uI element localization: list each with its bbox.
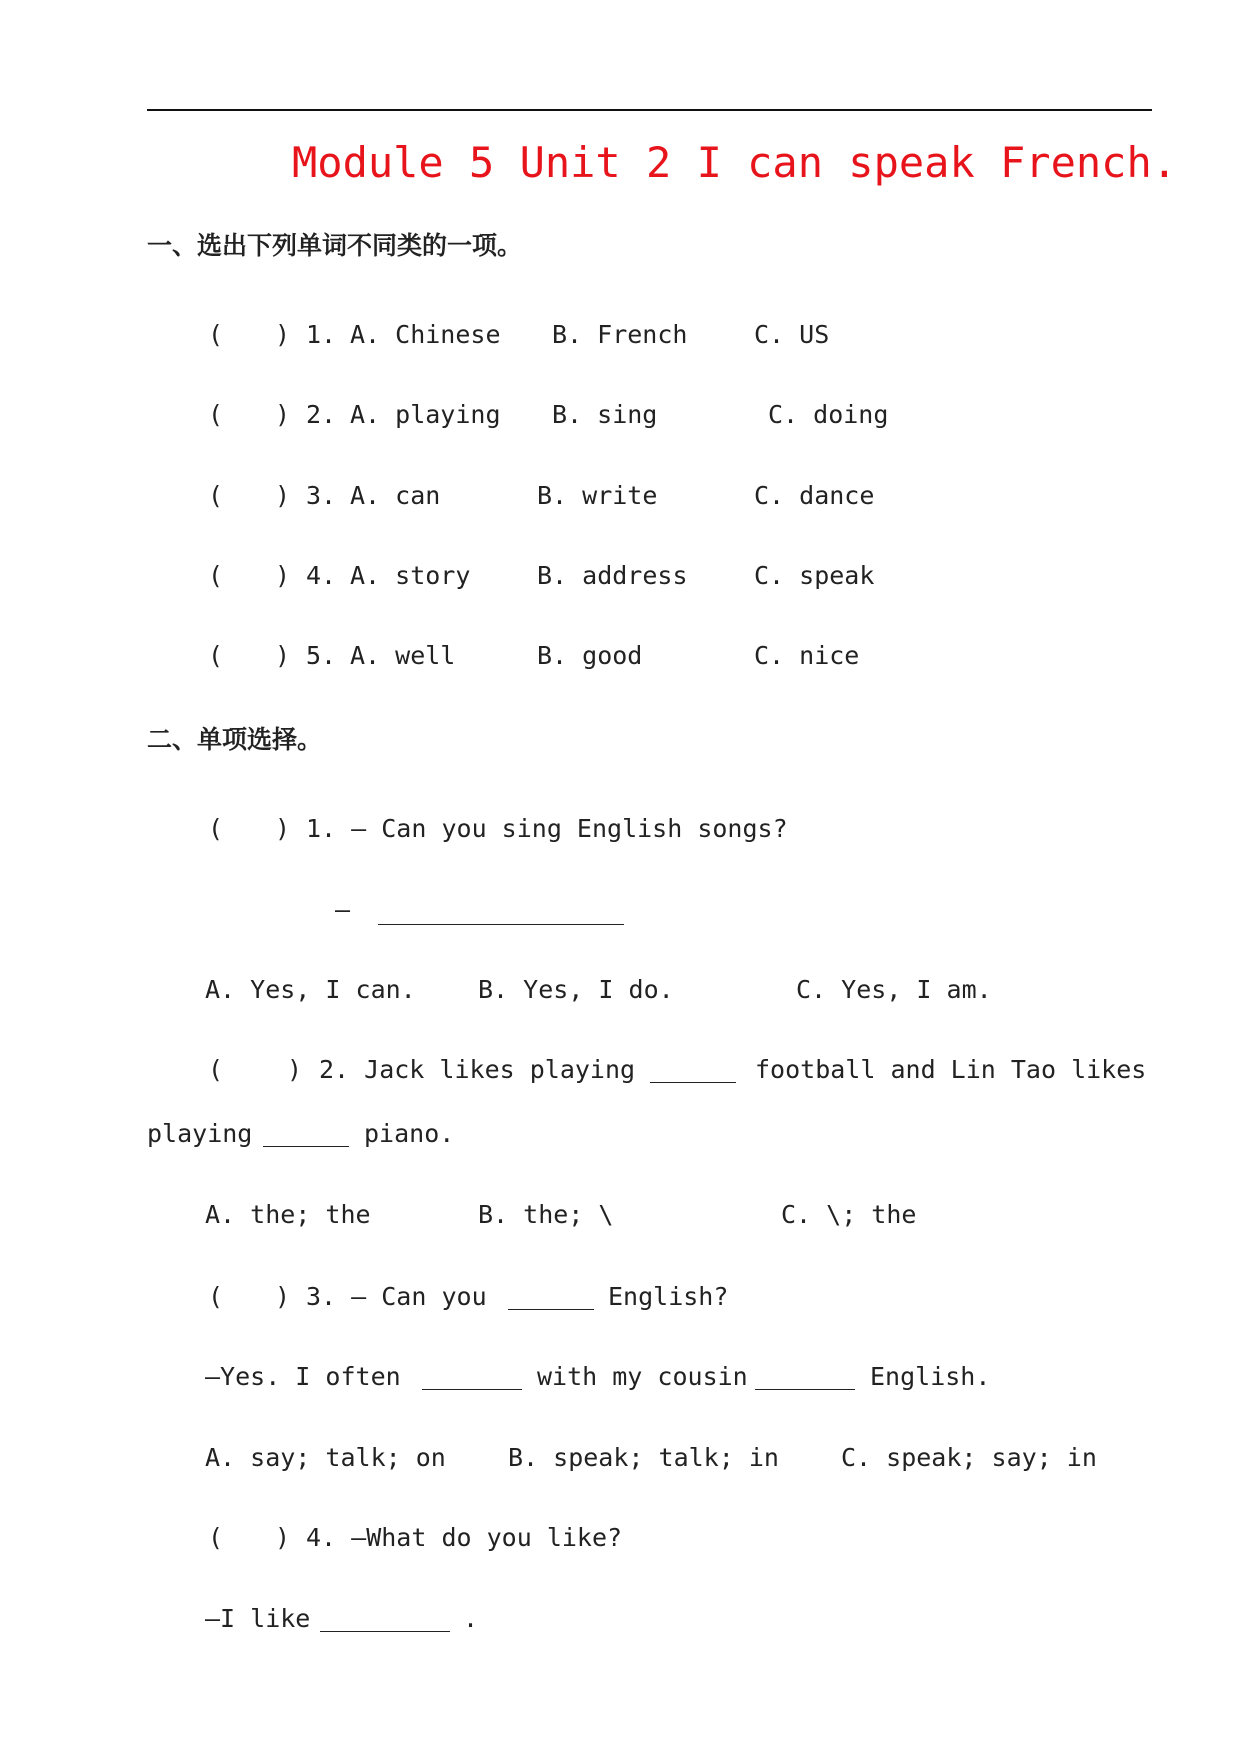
option-a: A. Chinese <box>350 320 501 349</box>
answer-paren-close: ) <box>275 481 291 510</box>
option-b: B. the; \ <box>478 1200 614 1229</box>
answer-blank[interactable] <box>508 1285 594 1310</box>
page-title: Module 5 Unit 2 I can speak French. <box>292 138 1178 187</box>
answer-blank[interactable] <box>320 1607 450 1632</box>
item-number: 2. <box>306 400 337 429</box>
answer-paren-open[interactable]: ( <box>208 561 224 590</box>
answer-paren-open[interactable]: ( <box>208 1282 224 1311</box>
answer-paren-close: ) <box>275 561 291 590</box>
option-b: B. good <box>537 641 643 670</box>
option-c: C. dance <box>754 481 875 510</box>
section2-heading: 二、单项选择。 <box>147 725 323 754</box>
option-c: C. speak <box>754 561 875 590</box>
option-a: A. can <box>350 481 441 510</box>
section1-heading: 一、选出下列单词不同类的一项。 <box>147 231 523 260</box>
answer-paren-open[interactable]: ( <box>208 641 224 670</box>
question-text-d: piano. <box>364 1119 455 1148</box>
option-a: A. say; talk; on <box>205 1443 446 1472</box>
option-a: A. story <box>350 561 471 590</box>
option-c: C. US <box>754 320 830 349</box>
question-text: 1. — Can you sing English songs? <box>306 814 788 843</box>
question-text-b: English? <box>608 1282 729 1311</box>
question-text-c: playing <box>147 1119 253 1148</box>
option-c: C. nice <box>754 641 860 670</box>
option-c: C. Yes, I am. <box>796 975 992 1004</box>
option-b: B. speak; talk; in <box>508 1443 779 1472</box>
answer-paren-close: ) <box>275 1523 291 1552</box>
answer-paren-close: ) <box>275 641 291 670</box>
option-a: A. Yes, I can. <box>205 975 416 1004</box>
answer-line-a: —I like <box>205 1604 311 1633</box>
answer-paren-open[interactable]: ( <box>208 1523 224 1552</box>
answer-line-b: . <box>463 1604 479 1633</box>
answer-blank[interactable] <box>755 1365 855 1390</box>
answer-paren-close: ) <box>287 1055 303 1084</box>
question-text-a: 2. Jack likes playing <box>319 1055 636 1084</box>
option-b: B. address <box>537 561 688 590</box>
option-a: A. the; the <box>205 1200 371 1229</box>
item-number: 3. <box>306 481 337 510</box>
answer-paren-close: ) <box>275 814 291 843</box>
option-a: A. playing <box>350 400 501 429</box>
option-c: C. speak; say; in <box>841 1443 1097 1472</box>
option-a: A. well <box>350 641 456 670</box>
option-c: C. \; the <box>781 1200 917 1229</box>
answer-line-a: —Yes. I often <box>205 1362 401 1391</box>
option-b: B. French <box>552 320 688 349</box>
answer-paren-open[interactable]: ( <box>208 814 224 843</box>
top-rule <box>147 109 1152 111</box>
answer-line-c: English. <box>870 1362 991 1391</box>
item-number: 4. <box>306 561 337 590</box>
question-text-b: football and Lin Tao likes <box>755 1055 1147 1084</box>
option-b: B. Yes, I do. <box>478 975 674 1004</box>
answer-paren-open[interactable]: ( <box>208 1055 224 1084</box>
answer-paren-open[interactable]: ( <box>208 481 224 510</box>
answer-blank[interactable] <box>650 1058 736 1083</box>
answer-blank[interactable] <box>422 1365 522 1390</box>
answer-line-b: with my cousin <box>537 1362 748 1391</box>
item-number: 1. <box>306 320 337 349</box>
answer-paren-close: ) <box>275 1282 291 1311</box>
option-b: B. sing <box>552 400 658 429</box>
answer-paren-open[interactable]: ( <box>208 400 224 429</box>
answer-blank[interactable] <box>263 1122 349 1147</box>
answer-dash: — <box>335 895 351 924</box>
answer-paren-open[interactable]: ( <box>208 320 224 349</box>
option-c: C. doing <box>768 400 889 429</box>
answer-paren-close: ) <box>275 400 291 429</box>
answer-blank[interactable] <box>378 900 624 925</box>
option-b: B. write <box>537 481 658 510</box>
item-number: 5. <box>306 641 337 670</box>
answer-paren-close: ) <box>275 320 291 349</box>
question-text: 4. —What do you like? <box>306 1523 623 1552</box>
question-text-a: 3. — Can you <box>306 1282 487 1311</box>
